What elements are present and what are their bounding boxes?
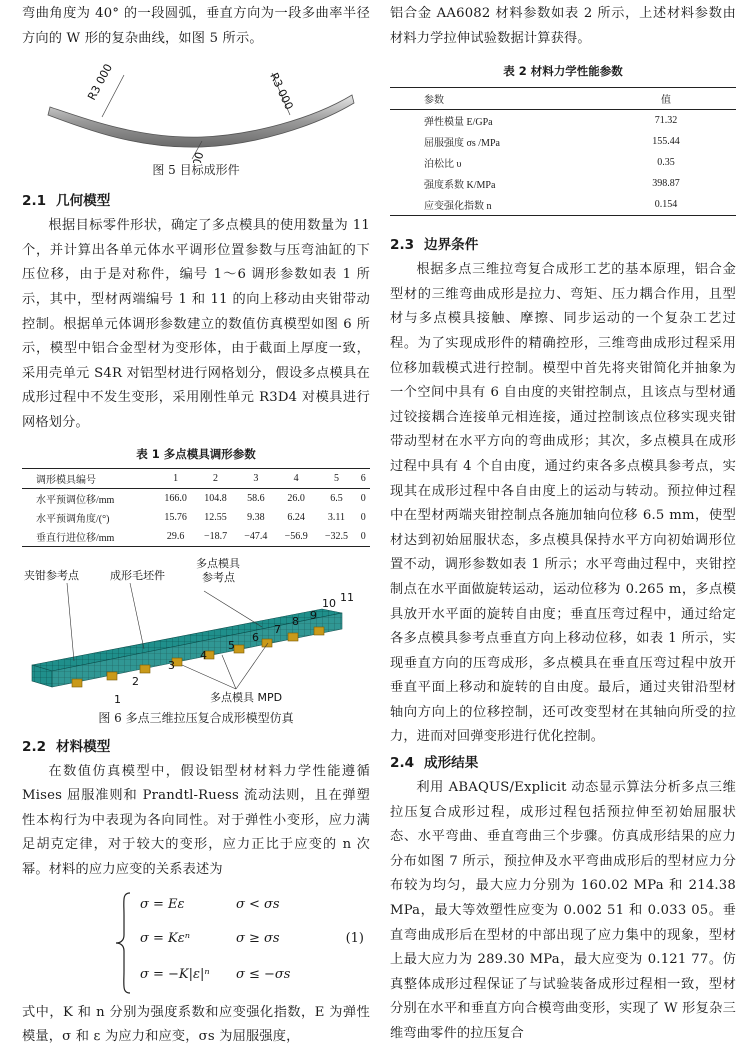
right-column (390, 0, 736, 1047)
t1-h6: 6 (360, 472, 366, 484)
table-cell: 26.0 (287, 492, 305, 504)
table-row (22, 488, 370, 508)
para-2-3: 根据多点三维拉弯复合成形工艺的基本原理，铝合金型材的三维弯曲成形是拉力、弯矩、压力耦合作用，且型材与多点模具接触、摩擦、同步运动的一个复杂工艺过程。为了实现成形件的精确控形，三维弯曲成形过程采用位移加载模式进行控制。模型中首先将夹钳简化并抽象为一个空间中具有 6 自由度的夹钳控制点，且该点与型材通过铰接耦合连接单元相连接，通过控制该点位移实现夹钳带动型材在水平方向的弯曲成形；其次，多点模具在成形过程中具有 4 个自由度，通过约束各多点模具参考点，实现其在成形过程中各自由度上的运动与转动。预拉伸过程中在型材两端夹钳控制点各施加轴向位移 6.5 mm，使型材达到初始屈服状态，多点模具保持水平方向初始调形位置不动，调形参数如表 1 所示；水平弯曲过程中，夹钳控制点在水平面做旋转运动，运动位移为 0.265 m，多点模具放开水平面的旋转自由度；垂直压弯过程中，通过给定各多点模具参考点垂直方向上移动位移，如表 1 所示，实现垂直方向的压弯成形，多点模具在垂直压弯过程中放开垂直平面上移动和旋转的自由度。最后，通过夹钳沿型材轴向方向上的位移控制，还可改变型材在其轴向所受的拉力，进而对回弹变形进行优化控制。 (390, 262, 736, 745)
equation-number: (1) (345, 930, 364, 946)
section-2-2-heading (22, 736, 370, 758)
t1-h1: 1 (173, 472, 179, 484)
left-para-top: 弯曲角度为 40° 的一段圆弧，垂直方向为一段多曲率半径方向的 W 形的复杂曲线，如图 5 所示。 (22, 6, 370, 46)
fig5-caption: 图 5 目标成形件 (152, 163, 240, 178)
table-cell: 泊松比 υ (424, 159, 462, 171)
t1-h3: 3 (253, 472, 259, 484)
fig6-num-2: 2 (132, 674, 139, 688)
table-row (390, 173, 736, 194)
table-cell: 166.0 (164, 492, 187, 504)
table-row (22, 508, 370, 527)
table-cell: 6.5 (330, 492, 343, 504)
t1-h5: 5 (333, 472, 339, 484)
target-part-profile (48, 95, 354, 147)
fig6-num-3: 3 (168, 658, 175, 672)
fig6-label-mpd-ref-1: 多点模具 (196, 556, 240, 570)
table-cell: −47.4 (244, 530, 268, 542)
eq-cond-2: σ ≥ σs (236, 930, 280, 946)
table-cell: 应变强化指数 n (424, 201, 492, 213)
section-2-1-number: 2.1 (22, 193, 47, 210)
equation-1 (22, 883, 370, 1001)
table-row (390, 131, 736, 152)
para-2-4: 利用 ABAQUS/Explicit 动态显示算法分析多点三维拉压复合成形过程，成形过程包括预拉伸至初始屈服状态、水平弯曲、垂直弯曲三个步骤。仿真成形结果的应力分布如图 7 所示，预拉伸及水平弯曲成形后的型材应力分布较为均匀，最大应力分别为 160.02 MPa 和 214.38 MPa，最大等效塑性应变为 0.002 51 和 0.033 05。垂直弯曲成形后在型材的中部出现了应力集中的现象，型材上最大应力为 289.30 MPa，最大应变为 0.121 77。仿真整体成形过程保证了与试验装备成形过程相一致，型材分别在水平和垂直方向合模弯曲变形，实现了 W 形复杂三维弯曲零件的拉压复合 (390, 780, 736, 1041)
table-cell: 0.154 (654, 199, 678, 211)
eq-line-1: σ = Eε (140, 896, 185, 912)
table-cell: 0 (360, 530, 366, 542)
figure-6 (22, 557, 370, 707)
table-cell: 弹性模量 E/GPa (424, 117, 493, 129)
fig6-num-6: 6 (252, 630, 259, 644)
fig6-label-blank: 成形毛坯件 (110, 568, 165, 582)
table-cell: 155.44 (652, 136, 680, 148)
table-1 (22, 468, 370, 547)
section-2-1-heading (22, 190, 370, 212)
table-1-header-row (22, 468, 370, 488)
section-2-3-number: 2.3 (390, 237, 415, 254)
table-cell: 6.24 (287, 511, 305, 523)
target-part-drawing (22, 55, 370, 163)
t1-h2: 2 (213, 472, 219, 484)
section-2-1-title: 几何模型 (56, 193, 111, 210)
fig5-label-r1200 (184, 151, 206, 163)
fig6-num-5: 5 (228, 638, 235, 652)
table-cell: 71.32 (654, 115, 678, 127)
fig5-label-r3000-left: R3 000 (85, 61, 116, 103)
table-row (390, 194, 736, 216)
fe-model-drawing (22, 557, 370, 707)
table-cell: 104.8 (204, 492, 227, 504)
fig6-label-mpd: 多点模具 MPD (210, 690, 283, 704)
section-2-4-title: 成形结果 (424, 755, 479, 772)
left-column (22, 0, 370, 1050)
table-cell: 398.87 (652, 178, 680, 190)
table-cell: −56.9 (284, 530, 308, 542)
table-row (22, 527, 370, 547)
table-cell: 58.6 (247, 492, 265, 504)
section-2-2-number: 2.2 (22, 738, 47, 755)
t2-h0: 参数 (424, 95, 444, 107)
table-cell: 强度系数 K/MPa (424, 180, 496, 192)
section-2-4-heading (390, 752, 736, 774)
eq-cond-1: σ < σs (236, 896, 280, 912)
table-1-title: 表 1 多点模具调形参数 (136, 446, 256, 461)
eq-line-3: σ = −K|ε|ⁿ (140, 966, 210, 982)
table-cell: 9.38 (247, 511, 265, 523)
fig6-num-1: 1 (114, 692, 121, 706)
table-cell: 0 (360, 511, 366, 523)
section-2-3-title: 边界条件 (424, 237, 479, 254)
table-cell: 0 (360, 492, 366, 504)
table-cell: −32.5 (324, 530, 349, 542)
table-row (390, 110, 736, 132)
fig6-num-4: 4 (200, 648, 207, 662)
para-2-1: 根据目标零件形状，确定了多点模具的使用数量为 11 个，并计算出各单元体水平调形位置参数与压弯油缸的下压位移，由于是对称件，编号 1～6 调形参数如表 1 所示，其中，型材两端编号 1 和 11 的向上移动由夹钳带动控制。根据单元体调形参数建立的数值仿真模型如图 6 所示，模型中铝合金型材为变形体，由于截面上厚度一致，采用壳单元 S4R 对铝型材进行网格划分，假设多点模具在成形过程中不发生变形，采用刚性单元 R3D4 对模具进行网格划分。 (22, 218, 370, 430)
table-2-header-row (390, 88, 736, 110)
section-2-4-number: 2.4 (390, 755, 415, 772)
table-2-title: 表 2 材料力学性能参数 (503, 64, 623, 79)
table-cell: 3.11 (327, 511, 346, 523)
para-2-2: 在数值仿真模型中，假设铝型材材料力学性能遵循 Mises 屈服准则和 Prandtl-Ruess 流动法则，且在弹塑性本构行为中表现为各向同性。对于弹性小变形，应力满足胡克定律，对于较大的变形，应力正比于应变的 n 次幂。材料的应力应变的关系表述为 (22, 763, 370, 877)
eq-cond-3: σ ≤ −σs (236, 966, 291, 982)
t1-h4: 4 (293, 472, 299, 484)
left-para-bottom: 式中，K 和 n 分别为强度系数和应变强化指数，E 为弹性模量，σ 和 ε 为应力和应变，σs 为屈服强度， (22, 1004, 370, 1045)
table-cell: 水平预调位移/mm (36, 494, 115, 506)
table-cell: 水平预调角度/(°) (36, 513, 110, 525)
section-2-3-heading (390, 234, 736, 256)
fig6-num-10: 10 (322, 596, 336, 610)
table-cell: 15.76 (164, 511, 187, 523)
fig6-num-7: 7 (274, 622, 281, 636)
fig6-caption: 图 6 多点三维拉压复合成形模型仿真 (98, 710, 294, 725)
fig6-label-mpd-ref-2: 参考点 (202, 570, 235, 584)
table-cell: −18.7 (203, 530, 228, 542)
equation-brace (114, 891, 134, 995)
table-cell: 0.35 (657, 157, 675, 169)
right-para-top: 铝合金 AA6082 材料参数如表 2 所示，上述材料参数由材料力学拉伸试验数据计算获得。 (390, 6, 736, 46)
t2-h1: 值 (661, 95, 671, 107)
t1-h0: 调形模具编号 (36, 474, 96, 486)
fig6-label-clamp-point: 夹钳参考点 (24, 568, 79, 582)
table-cell: 垂直行进位移/mm (36, 532, 115, 544)
table-cell: 屈服强度 σs /MPa (424, 138, 500, 150)
fig5-label-r3000-right: R3 000 (267, 70, 296, 112)
table-row (390, 152, 736, 173)
table-cell: 29.6 (166, 530, 185, 542)
fig6-num-11: 11 (340, 590, 354, 604)
figure-5 (22, 55, 370, 163)
table-2 (390, 87, 736, 216)
eq-line-2: σ = Kεⁿ (140, 930, 190, 946)
section-2-2-title: 材料模型 (56, 738, 111, 755)
fig6-num-8: 8 (292, 614, 299, 628)
fig6-num-9: 9 (310, 608, 317, 622)
table-cell: 12.55 (204, 511, 227, 523)
